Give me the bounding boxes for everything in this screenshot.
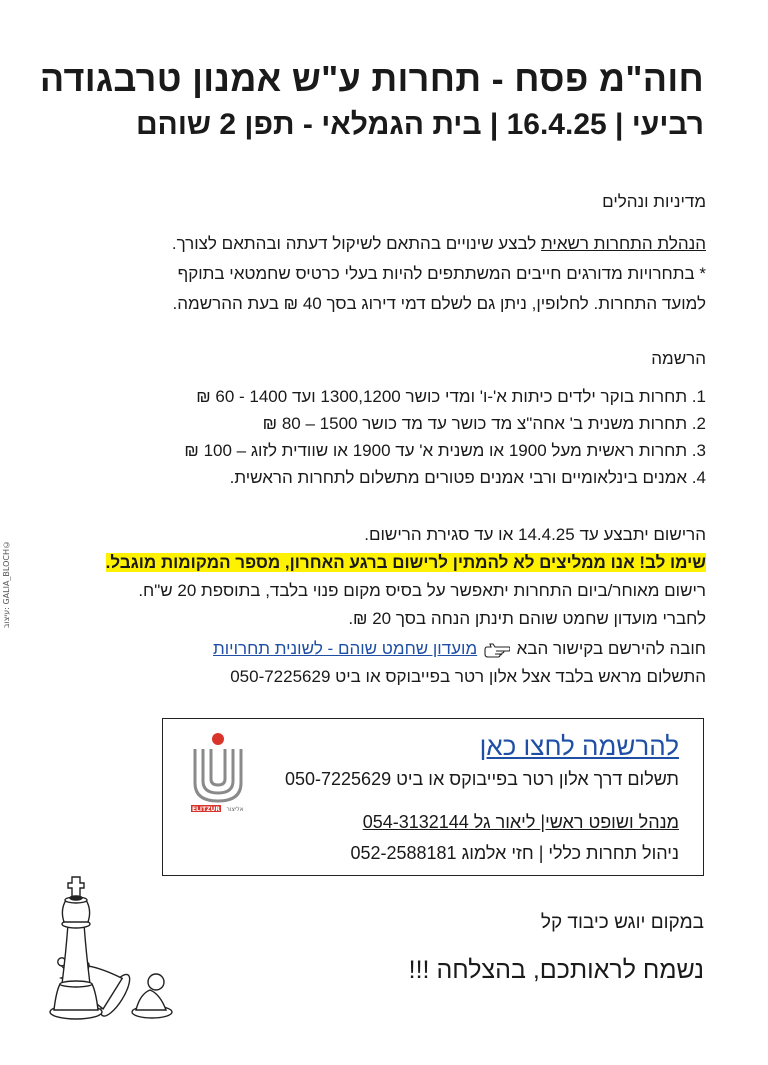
policy-line-1 [172,234,706,254]
designer-credit: עיצוב: GALIA_BLOCH© [2,540,11,629]
box-payment-line: תשלום דרך אלון רטר בפייבוקס או ביט 050-7225629 [284,769,679,789]
chess-pieces-illustration [24,872,182,1022]
event-details: רביעי | 16.4.25 | בית הגמלאי - תפן 2 שוהם [135,108,704,141]
closing-message: נשמח לראותכם, בהצלחה !!! [408,956,704,984]
page-title: חוה"מ פסח - תחרות ע"ש אמנון טרבגודה [39,58,704,99]
link-prefix: חובה להירשם בקישור הבא [516,639,706,658]
registration-link-line [213,639,706,659]
refreshments-note: במקום יוגש כיבוד קל [540,912,704,933]
director-line [363,812,679,833]
svg-text:ELITZUR: ELITZUR [191,806,221,813]
warning-note [106,553,706,573]
director-name: ליאור גל 054-3132144 [362,812,541,832]
svg-text:אליצור: אליצור [226,806,244,813]
policy-line-3: למועד התחרות. לחלופין, ניתן גם לשלם דמי דירוג בסך 40 ₪ בעת ההרשמה. [172,294,706,313]
registration-item-1: 1. תחרות בוקר ילדים כיתות א'-ו' ומדי כושר 1300,1200 ועד 1400 - 60 ₪ [196,387,706,406]
policy-line-1-rest: לבצע שינויים בהתאם לשיקול דעתה ובהתאם לצורך. [171,234,542,253]
policy-line-2: * בתחרויות מדורגים חייבים המשתתפים להיות בעלי כרטיס שחמטאי בתוקף [177,264,706,283]
policy-management-underlined: הנהלת התחרות רשאית [541,234,706,253]
registration-item-3: 3. תחרות ראשית מעל 1900 או משנית א' עד 1900 או שוודית לזוג – 100 ₪ [184,441,706,460]
manager-line: ניהול תחרות כללי | חזי אלמוג 052-2588181 [350,843,679,863]
late-registration-note: רישום מאוחר/ביום התחרות יתאפשר על בסיס מקום פנוי בלבד, בתוספת 20 ש"ח. [138,581,706,600]
policy-heading: מדיניות ונהלים [602,192,706,211]
payment-note: התשלום מראש בלבד אצל אלון רטר בפייבוקס או ביט 050-7225629 [230,667,706,686]
warning-highlight: שימו לב! אנו ממליצים לא להמתין לרישום ברגע האחרון, מספר המקומות מוגבל. [105,553,706,572]
director-label: מנהל ושופט ראשי| [540,812,679,832]
members-discount-note: לחברי מועדון שחמט שוהם תינתן הנחה בסך 20 ₪. [348,609,706,628]
registration-item-4: 4. אמנים בינלאומיים ורבי אמנים פטורים מתשלום לתחרות הראשית. [229,468,706,487]
deadline-note: הרישום יתבצע עד 14.4.25 או עד סגירת הרישום. [364,525,706,544]
registration-heading: הרשמה [651,349,706,368]
register-here-link[interactable]: להרשמה לחצו כאן [479,731,679,761]
registration-box [162,718,704,876]
pointing-hand-icon [484,642,510,658]
registration-item-2: 2. תחרות משנית ב' אחה"צ מד כושר עד מד כושר 1500 – 80 ₪ [262,414,706,433]
club-tournaments-link[interactable]: מועדון שחמט שוהם - לשונית תחרויות [213,639,478,658]
elitzur-logo [187,731,249,813]
